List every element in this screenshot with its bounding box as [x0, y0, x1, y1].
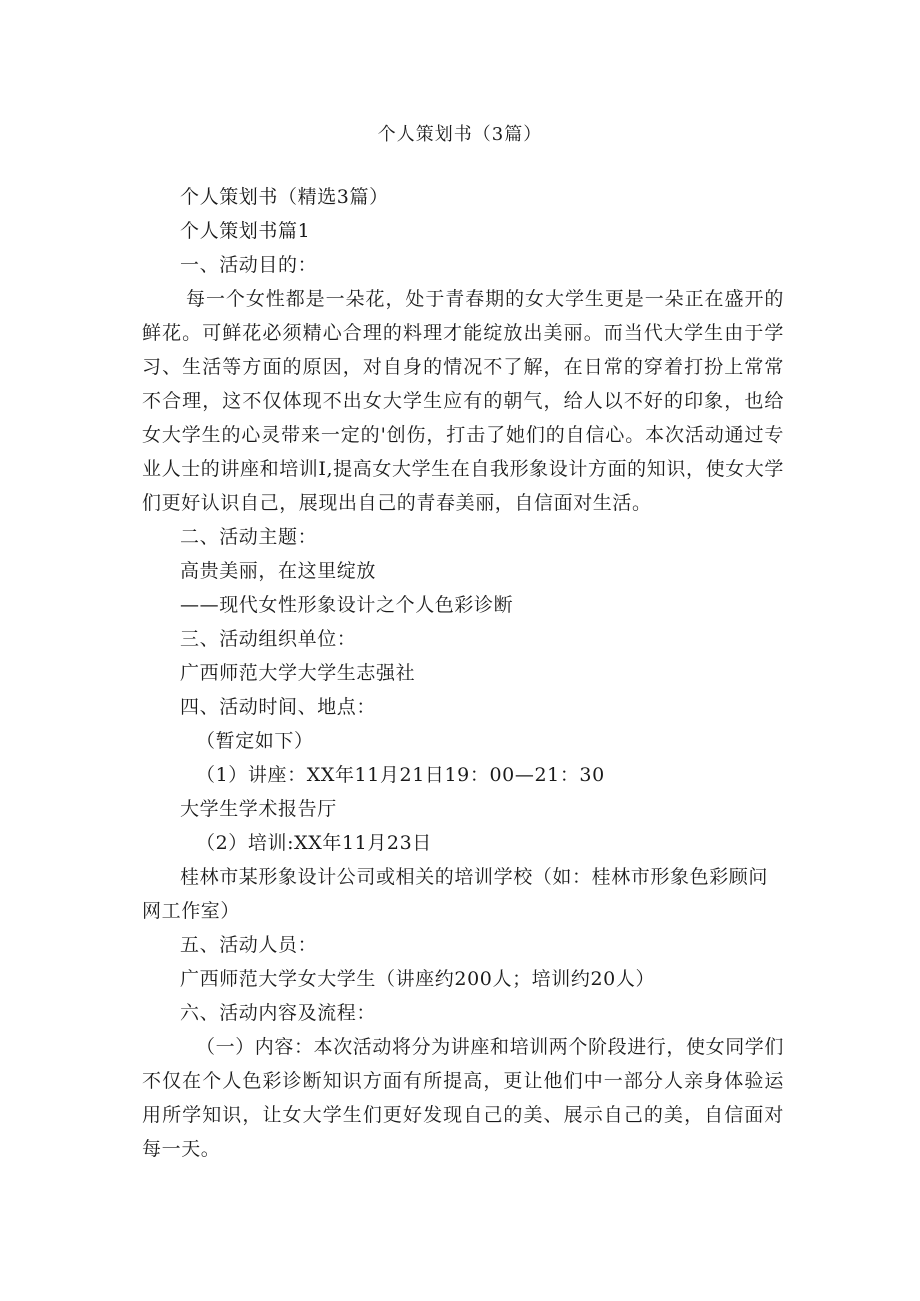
paragraph-heading-content: 六、活动内容及流程： — [180, 1002, 377, 1024]
paragraph-purpose-body: 每一个女性都是一朵花，处于青春期的女大学生更是一朵正在盛开的鲜花。可鲜花必须精心合理的料理才能绽放出美丽。而当代大学生由于学习、生活等方面的原因，对自身的情况不了解，在日常的穿着打扮上常常不合理，这不仅体现不出女大学生应有的朝气，给人以不好的印象，也给女大学生的心灵带来一定的'创伤，打击了她们的自信心。本次活动通过专业人士的讲座和培训I,提高女大学生在自我形象设计方面的知识，使女大学们更好认识自己，展现出自己的青春美丽，自信面对生活。 — [142, 288, 784, 514]
paragraph-heading-theme: 二、活动主题： — [180, 526, 318, 548]
paragraph-content-body: （一）内容：本次活动将分为讲座和培训两个阶段进行，使女同学们不仅在个人色彩诊断知识方面有所提高，更让他们中一部分人亲身体验运用所学知识，让女大学生们更好发现自己的美、展示自己的美，自信面对每一天。 — [142, 1036, 785, 1160]
paragraph-tentative: （暂定如下） — [196, 730, 314, 752]
paragraph-heading-time-place: 四、活动时间、地点： — [180, 696, 377, 718]
paragraph-section-heading: 个人策划书篇1 — [180, 220, 311, 242]
paragraph-heading-organizer: 三、活动组织单位： — [180, 628, 357, 650]
paragraph-heading-purpose: 一、活动目的： — [180, 254, 318, 276]
paragraph-training-place: 桂林市某形象设计公司或相关的培训学校（如：桂林市形象色彩顾问网工作室） — [142, 866, 769, 922]
paragraph-training-time: （2）培训:XX年11月23日 — [196, 832, 432, 854]
paragraph-organizer: 广西师范大学大学生志强社 — [180, 662, 416, 684]
paragraph-lecture-place: 大学生学术报告厅 — [180, 798, 337, 820]
paragraph-participants: 广西师范大学女大学生（讲座约200人；培训约20人） — [180, 968, 656, 990]
paragraph-heading-participants: 五、活动人员： — [180, 934, 318, 956]
paragraph-theme-main: 高贵美丽，在这里绽放 — [180, 560, 377, 582]
paragraph-lecture-time: （1）讲座：XX年11月21日19：00—21：30 — [196, 764, 605, 786]
paragraph-subtitle: 个人策划书（精选3篇） — [180, 186, 389, 208]
document-title: 个人策划书（3篇） — [377, 124, 543, 145]
document-body — [142, 180, 784, 1166]
paragraph-theme-sub: ——现代女性形象设计之个人色彩诊断 — [180, 594, 514, 616]
